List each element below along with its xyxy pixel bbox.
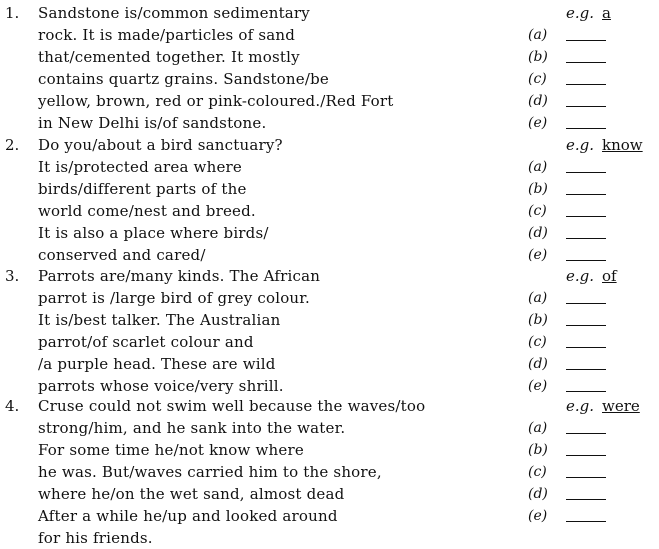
answer-blank[interactable]: [566, 106, 606, 107]
blank-label: (e): [528, 247, 548, 263]
answer-blank[interactable]: [566, 62, 606, 63]
question-number: 4.: [5, 397, 20, 415]
passage-text: /a purple head. These are wild: [38, 355, 276, 373]
q3-line-6: [0, 375, 659, 397]
passage-text: Cruse could not swim well because the waves/too: [38, 397, 426, 415]
blank-label: (a): [528, 290, 548, 306]
blank-label: (c): [528, 203, 547, 219]
passage-text: For some time he/not know where: [38, 441, 304, 459]
passage-text: It is also a place where birds/: [38, 224, 269, 242]
q2-line-6: [0, 244, 659, 266]
answer-blank[interactable]: [566, 433, 606, 434]
passage-text: rock. It is made/particles of sand: [38, 26, 296, 44]
passage-text: It is/protected area where: [38, 158, 242, 176]
passage-text: he was. But/waves carried him to the shore,: [38, 463, 382, 481]
q2-line-1: [0, 134, 659, 156]
blank-label: (d): [528, 356, 548, 372]
answer-blank[interactable]: [566, 172, 606, 173]
blank-label: (b): [528, 312, 548, 328]
blank-label: (d): [528, 486, 548, 502]
blank-label: (a): [528, 420, 548, 436]
example-label: e.g.: [566, 267, 595, 285]
example-word: know: [602, 136, 643, 154]
q2-line-2: [0, 156, 659, 178]
passage-text: parrot/of scarlet colour and: [38, 333, 254, 351]
answer-blank[interactable]: [566, 455, 606, 456]
q1-line-4: [0, 68, 659, 90]
answer-blank[interactable]: [566, 369, 606, 370]
q1-line-3: [0, 46, 659, 68]
example-word: a: [602, 4, 611, 22]
passage-text: that/cemented together. It mostly: [38, 48, 300, 66]
q3-line-4: [0, 331, 659, 353]
blank-label: (b): [528, 49, 548, 65]
answer-blank[interactable]: [566, 347, 606, 348]
blank-label: (e): [528, 378, 548, 394]
passage-text: parrot is /large bird of grey colour.: [38, 289, 310, 307]
answer-blank[interactable]: [566, 260, 606, 261]
passage-text: in New Delhi is/of sandstone.: [38, 114, 267, 132]
example-label: e.g.: [566, 136, 595, 154]
blank-label: (a): [528, 159, 548, 175]
example-label: e.g.: [566, 4, 595, 22]
passage-text: where he/on the wet sand, almost dead: [38, 485, 345, 503]
blank-label: (d): [528, 93, 548, 109]
example-answer: [566, 265, 617, 287]
answer-blank[interactable]: [566, 521, 606, 522]
blank-label: (c): [528, 464, 547, 480]
question-number: 1.: [5, 4, 20, 22]
q4-line-1: [0, 395, 659, 417]
blank-label: (a): [528, 27, 548, 43]
q1-line-5: [0, 90, 659, 112]
answer-blank[interactable]: [566, 477, 606, 478]
q4-line-7: [0, 527, 659, 549]
q4-line-5: [0, 483, 659, 505]
q1-line-1: [0, 2, 659, 24]
blank-label: (e): [528, 115, 548, 131]
passage-text: birds/different parts of the: [38, 180, 247, 198]
question-number: 3.: [5, 267, 20, 285]
passage-text: It is/best talker. The Australian: [38, 311, 281, 329]
example-answer: [566, 2, 611, 24]
q3-line-2: [0, 287, 659, 309]
passage-text: strong/him, and he sank into the water.: [38, 419, 346, 437]
example-answer: [566, 395, 640, 417]
question-number: 2.: [5, 136, 20, 154]
q3-line-1: [0, 265, 659, 287]
example-answer: [566, 134, 643, 156]
passage-text: for his friends.: [38, 529, 153, 547]
q2-line-5: [0, 222, 659, 244]
q2-line-4: [0, 200, 659, 222]
passage-text: parrots whose voice/very shrill.: [38, 377, 284, 395]
example-word: of: [602, 267, 617, 285]
example-label: e.g.: [566, 397, 595, 415]
passage-text: contains quartz grains. Sandstone/be: [38, 70, 329, 88]
passage-text: Do you/about a bird sanctuary?: [38, 136, 283, 154]
blank-label: (e): [528, 508, 548, 524]
passage-text: Parrots are/many kinds. The African: [38, 267, 321, 285]
answer-blank[interactable]: [566, 84, 606, 85]
passage-text: conserved and cared/: [38, 246, 206, 264]
answer-blank[interactable]: [566, 391, 606, 392]
passage-text: yellow, brown, red or pink-coloured./Red Fort: [38, 92, 394, 110]
answer-blank[interactable]: [566, 303, 606, 304]
q4-line-4: [0, 461, 659, 483]
example-word: were: [602, 397, 640, 415]
q1-line-6: [0, 112, 659, 134]
blank-label: (c): [528, 71, 547, 87]
blank-label: (b): [528, 181, 548, 197]
q3-line-5: [0, 353, 659, 375]
blank-label: (d): [528, 225, 548, 241]
q4-line-3: [0, 439, 659, 461]
answer-blank[interactable]: [566, 216, 606, 217]
answer-blank[interactable]: [566, 325, 606, 326]
q1-line-2: [0, 24, 659, 46]
answer-blank[interactable]: [566, 194, 606, 195]
blank-label: (b): [528, 442, 548, 458]
passage-text: After a while he/up and looked around: [38, 507, 338, 525]
answer-blank[interactable]: [566, 238, 606, 239]
q2-line-3: [0, 178, 659, 200]
answer-blank[interactable]: [566, 499, 606, 500]
answer-blank[interactable]: [566, 40, 606, 41]
blank-label: (c): [528, 334, 547, 350]
passage-text: Sandstone is/common sedimentary: [38, 4, 310, 22]
q4-line-6: [0, 505, 659, 527]
passage-text: world come/nest and breed.: [38, 202, 256, 220]
q3-line-3: [0, 309, 659, 331]
answer-blank[interactable]: [566, 128, 606, 129]
q4-line-2: [0, 417, 659, 439]
